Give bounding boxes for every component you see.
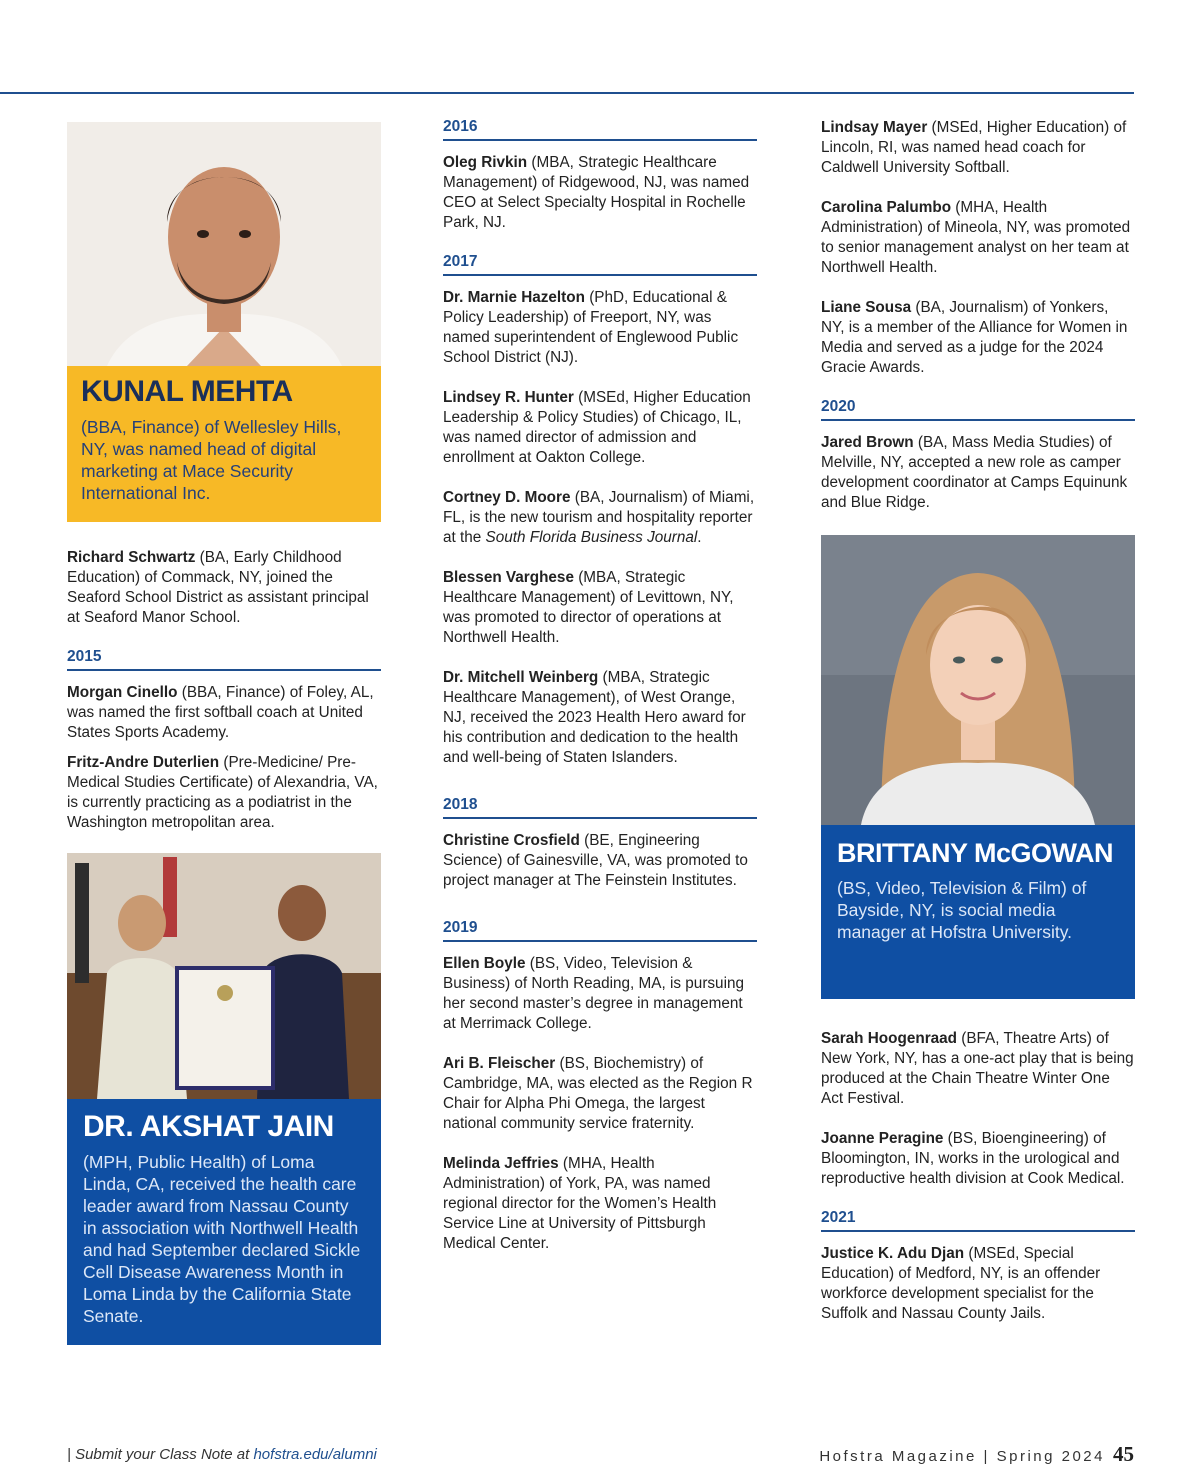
note-text: (MSEd, Special Education) of Medford, NY, is an offender workforce development specialist for the Suffolk and Nassau County Jails. xyxy=(821,1245,1101,1322)
note-text: (BFA, Theatre Arts) of New York, NY, has a one-act play that is being produced at the Chain Theatre Winter One Act Festival. xyxy=(821,1030,1134,1107)
feature-text: (MPH, Public Health) of Loma Linda, CA, received the health care leader award from Nassau County in association with Northwell Health and had September declared Sickle Cell Disease Awareness Month in Loma Linda by the California State Senate. xyxy=(83,1152,361,1326)
note-name: Justice K. Adu Djan xyxy=(821,1245,965,1262)
note-text: (MSEd, Higher Education) of Lincoln, RI, was named head coach for Caldwell University Softball. xyxy=(821,119,1127,176)
class-note xyxy=(821,198,1135,278)
footer-publication xyxy=(819,1442,1134,1467)
class-note xyxy=(67,683,381,743)
footer-submit-note xyxy=(67,1446,377,1463)
year-heading-2021: 2021 xyxy=(821,1209,1135,1232)
alumni-link[interactable]: hofstra.edu/alumni xyxy=(253,1446,377,1463)
note-name: Christine Crosfield xyxy=(443,832,580,849)
note-name: Cortney D. Moore xyxy=(443,489,571,506)
class-note xyxy=(443,288,757,368)
note-text: (BS, Bioengineering) of Bloomington, IN, works in the urological and reproductive health division at Cook Medical. xyxy=(821,1130,1125,1187)
note-name: Dr. Mitchell Weinberg xyxy=(443,669,599,686)
note-text: (BA, Journalism) of Yonkers, NY, is a member of the Alliance for Women in Media and served as a judge for the 2024 Gracie Awards. xyxy=(821,299,1128,376)
note-name: Ellen Boyle xyxy=(443,955,526,972)
year-heading-2018: 2018 xyxy=(443,796,757,819)
column-middle xyxy=(443,118,757,1274)
note-text: (BA, Journalism) of Miami, FL, is the new tourism and hospitality reporter at the xyxy=(443,489,755,546)
note-text: (Pre-Medicine/ Pre-Medical Studies Certificate) of Alexandria, VA, is currently practicing as a podiatrist in the Washington metropolitan area. xyxy=(67,754,378,831)
note-name: Fritz-Andre Duterlien xyxy=(67,754,220,771)
class-note xyxy=(67,548,381,628)
note-name: Melinda Jeffries xyxy=(443,1155,559,1172)
feature-name: DR. AKSHAT JAIN xyxy=(83,1110,334,1143)
kunal-mehta-feature-box xyxy=(67,366,381,522)
note-name: Blessen Varghese xyxy=(443,569,574,586)
year-heading-2020: 2020 xyxy=(821,398,1135,421)
year-heading-2017: 2017 xyxy=(443,253,757,276)
note-name: Liane Sousa xyxy=(821,299,912,316)
class-note xyxy=(443,488,757,548)
note-name: Carolina Palumbo xyxy=(821,199,952,216)
class-note xyxy=(443,1154,757,1254)
akshat-jain-feature-box xyxy=(67,1099,381,1345)
feature-name: KUNAL MEHTA xyxy=(81,375,293,408)
note-name: Richard Schwartz xyxy=(67,549,196,566)
class-note xyxy=(443,954,757,1034)
note-name: Sarah Hoogenraad xyxy=(821,1030,958,1047)
note-text: (BBA, Finance) of Foley, AL, was named the first softball coach at United States Sports Academy. xyxy=(67,684,374,741)
brittany-mcgowan-feature-box xyxy=(821,825,1135,999)
class-note xyxy=(821,298,1135,378)
note-text: (BA, Early Childhood Education) of Commack, NY, joined the Seaford School District as assistant principal at Seaford Manor School. xyxy=(67,549,369,626)
note-name: Lindsey R. Hunter xyxy=(443,389,574,406)
class-note xyxy=(443,388,757,468)
publication-title: South Florida Business Journal xyxy=(485,529,698,546)
note-name: Ari B. Fleischer xyxy=(443,1055,556,1072)
column-left xyxy=(67,118,381,1345)
footer-submit-prefix: | Submit your Class Note at xyxy=(67,1446,254,1463)
note-text: (MBA, Strategic Healthcare Management) of Levittown, NY, was promoted to director of operations at Northwell Health. xyxy=(443,569,734,646)
note-name: Jared Brown xyxy=(821,434,914,451)
akshat-jain-photo xyxy=(67,853,381,1099)
page-number: 45 xyxy=(1113,1442,1134,1466)
note-text: (MHA, Health Administration) of York, PA, was named regional director for the Women’s Health Service Line at University of Pittsburgh Medical Center. xyxy=(443,1155,717,1252)
note-text: (BS, Biochemistry) of Cambridge, MA, was elected as the Region R Chair for Alpha Phi Omega, the largest national community service fraternity. xyxy=(443,1055,753,1132)
note-name: Morgan Cinello xyxy=(67,684,178,701)
note-text-end: . xyxy=(697,529,702,546)
note-name: Joanne Peragine xyxy=(821,1130,944,1147)
year-heading-2019: 2019 xyxy=(443,919,757,942)
column-right xyxy=(821,118,1135,1344)
note-text: (PhD, Educational & Policy Leadership) of Freeport, NY, was named superintendent of Englewood Public School District (NJ). xyxy=(443,289,739,366)
class-note xyxy=(443,1054,757,1134)
note-text: (BS, Video, Television & Business) of North Reading, MA, is pursuing her second master’s degree in management at Merrimack College. xyxy=(443,955,744,1032)
class-note xyxy=(443,153,757,233)
feature-text: (BS, Video, Television & Film) of Bayside, NY, is social media manager at Hofstra University. xyxy=(837,878,1087,942)
brittany-mcgowan-photo xyxy=(821,535,1135,825)
class-note xyxy=(443,668,757,768)
class-note xyxy=(443,568,757,648)
note-name: Oleg Rivkin xyxy=(443,154,528,171)
year-heading-2015: 2015 xyxy=(67,648,381,671)
class-note xyxy=(67,753,381,833)
class-note xyxy=(821,1129,1135,1189)
class-note xyxy=(821,1029,1135,1109)
kunal-mehta-photo xyxy=(67,122,381,366)
class-note xyxy=(821,118,1135,178)
note-name: Dr. Marnie Hazelton xyxy=(443,289,585,306)
note-text: (BE, Engineering Science) of Gainesville, VA, was promoted to project manager at The Feinstein Institutes. xyxy=(443,832,748,889)
class-note xyxy=(821,433,1135,513)
class-note xyxy=(821,1244,1135,1324)
note-text: (MHA, Health Administration) of Mineola, NY, was promoted to senior management analyst on her team at Northwell Health. xyxy=(821,199,1131,276)
note-text: (MBA, Strategic Healthcare Management), of West Orange, NJ, received the 2023 Health Hero award for his contribution and dedication to the health and well-being of Staten Islanders. xyxy=(443,669,746,766)
note-text: (BA, Mass Media Studies) of Melville, NY, accepted a new role as camper development coordinator at Camps Equinunk and Blue Ridge. xyxy=(821,434,1128,511)
top-rule xyxy=(0,92,1134,94)
note-text: (MSEd, Higher Education Leadership & Policy Studies) of Chicago, IL, was named director of admission and enrollment at Oakton College. xyxy=(443,389,751,466)
year-heading-2016: 2016 xyxy=(443,118,757,141)
class-note xyxy=(443,831,757,891)
note-text: (MBA, Strategic Healthcare Management) of Ridgewood, NJ, was named CEO at Select Specialty Hospital in Rochelle Park, NJ. xyxy=(443,154,750,231)
feature-name: BRITTANY McGOWAN xyxy=(837,838,1114,868)
publication-name: Hofstra Magazine | Spring 2024 xyxy=(819,1448,1105,1465)
feature-text: (BBA, Finance) of Wellesley Hills, NY, was named head of digital marketing at Mace Security International Inc. xyxy=(81,417,342,503)
note-name: Lindsay Mayer xyxy=(821,119,928,136)
